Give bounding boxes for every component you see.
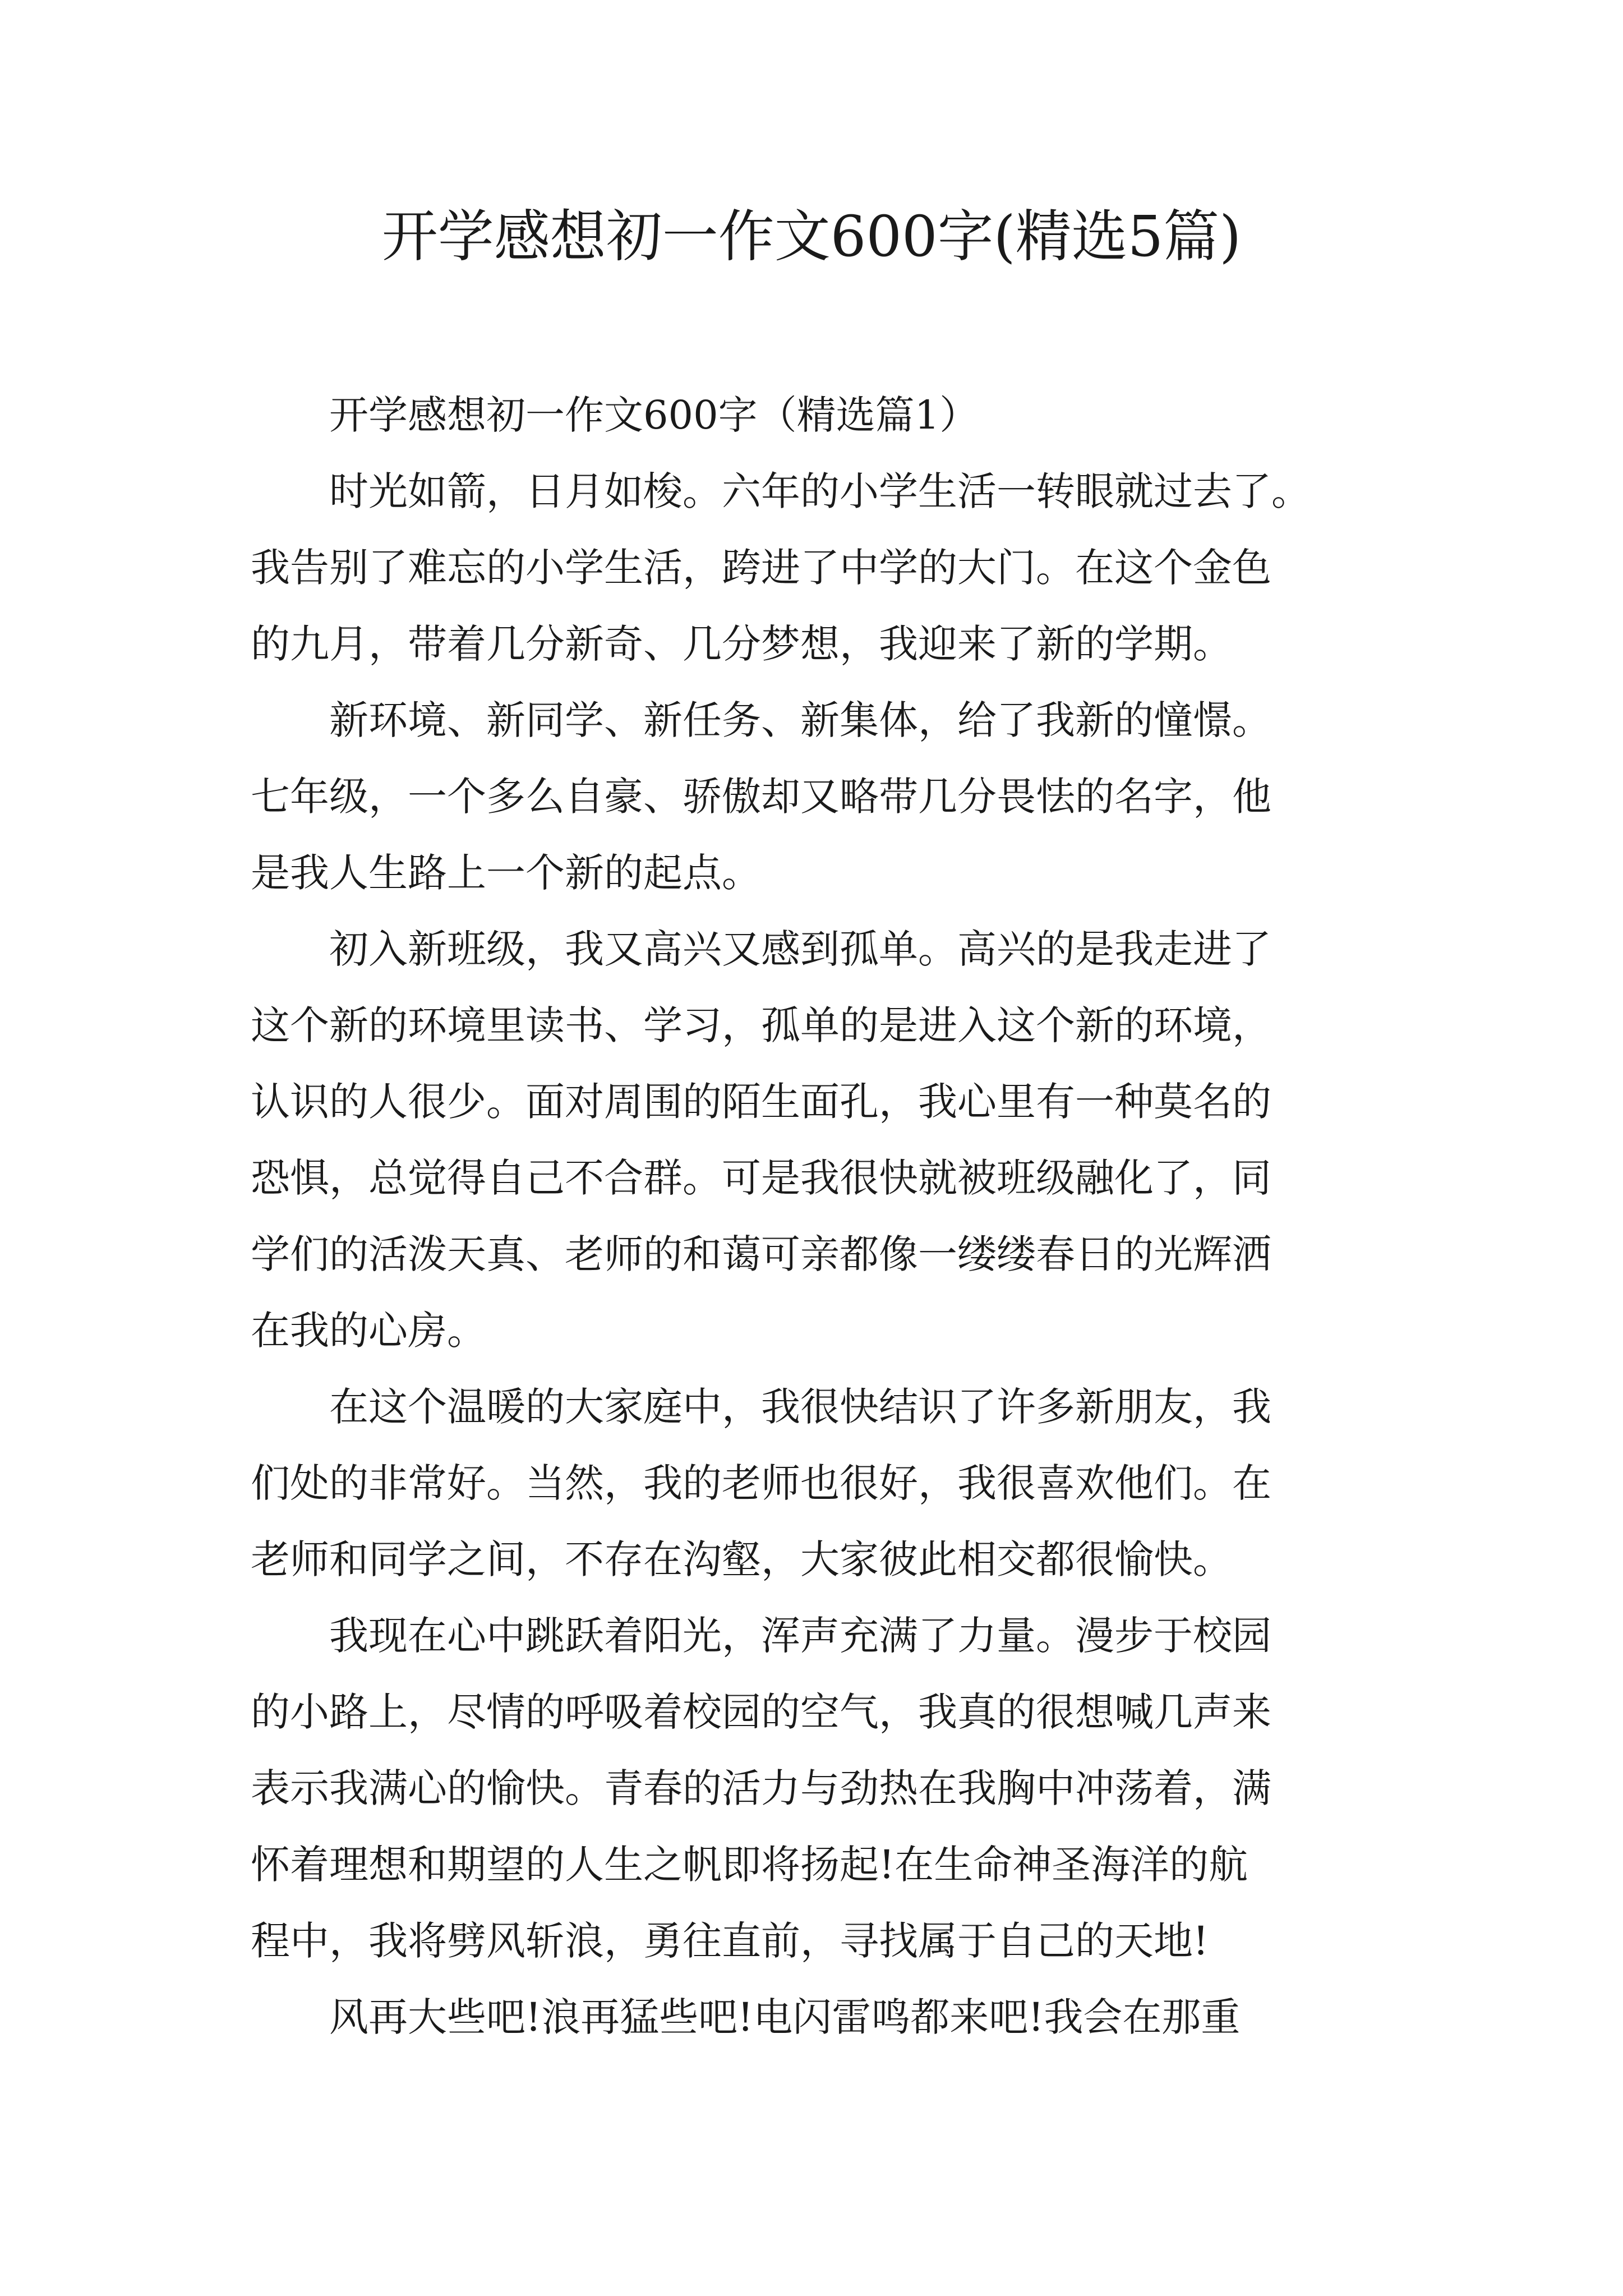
text-line: 七年级，一个多么自豪、骄傲却又略带几分畏怯的名字，他 xyxy=(251,774,1271,820)
text-line: 初入新班级，我又高兴又感到孤单。高兴的是我走进了 xyxy=(251,926,1271,972)
text-line: 恐惧，总觉得自己不合群。可是我很快就被班级融化了，同 xyxy=(251,1155,1271,1201)
text-line: 新环境、新同学、新任务、新集体，给了我新的憧憬。 xyxy=(251,697,1271,743)
text-line: 程中，我将劈风斩浪，勇往直前，寻找属于自己的天地! xyxy=(251,1918,1209,1964)
text-line: 老师和同学之间，不存在沟壑，大家彼此相交都很愉快。 xyxy=(251,1536,1232,1582)
text-line: 是我人生路上一个新的起点。 xyxy=(251,850,761,896)
text-line: 的小路上，尽情的呼吸着校园的空气，我真的很想喊几声来 xyxy=(251,1689,1271,1735)
text-line: 表示我满心的愉快。青春的活力与劲热在我胸中冲荡着，满 xyxy=(251,1765,1271,1811)
text-line: 我告别了难忘的小学生活，跨进了中学的大门。在这个金色 xyxy=(251,545,1271,591)
section-heading: 开学感想初一作文600字（精选篇1） xyxy=(251,392,979,438)
text-line: 我现在心中跳跃着阳光，浑声充满了力量。漫步于校园 xyxy=(251,1613,1271,1659)
text-line: 在我的心房。 xyxy=(251,1308,486,1354)
text-line: 的九月，带着几分新奇、几分梦想，我迎来了新的学期。 xyxy=(251,621,1232,667)
text-line: 时光如箭，日月如梭。六年的小学生活一转眼就过去了。 xyxy=(251,468,1311,514)
text-line: 怀着理想和期望的人生之帆即将扬起!在生命神圣海洋的航 xyxy=(251,1842,1248,1888)
text-line: 们处的非常好。当然，我的老师也很好，我很喜欢他们。在 xyxy=(251,1460,1271,1506)
document-title: 开学感想初一作文600字(精选5篇) xyxy=(381,204,1242,269)
text-line: 这个新的环境里读书、学习，孤单的是进入这个新的环境， xyxy=(251,1002,1271,1048)
text-line: 学们的活泼天真、老师的和蔼可亲都像一缕缕春日的光辉洒 xyxy=(251,1231,1271,1277)
text-line: 认识的人很少。面对周围的陌生面孔，我心里有一种莫名的 xyxy=(251,1079,1271,1125)
text-line: 在这个温暖的大家庭中，我很快结识了许多新朋友，我 xyxy=(251,1384,1271,1430)
text-line: 风再大些吧!浪再猛些吧!电闪雷鸣都来吧!我会在那重 xyxy=(251,1994,1241,2040)
